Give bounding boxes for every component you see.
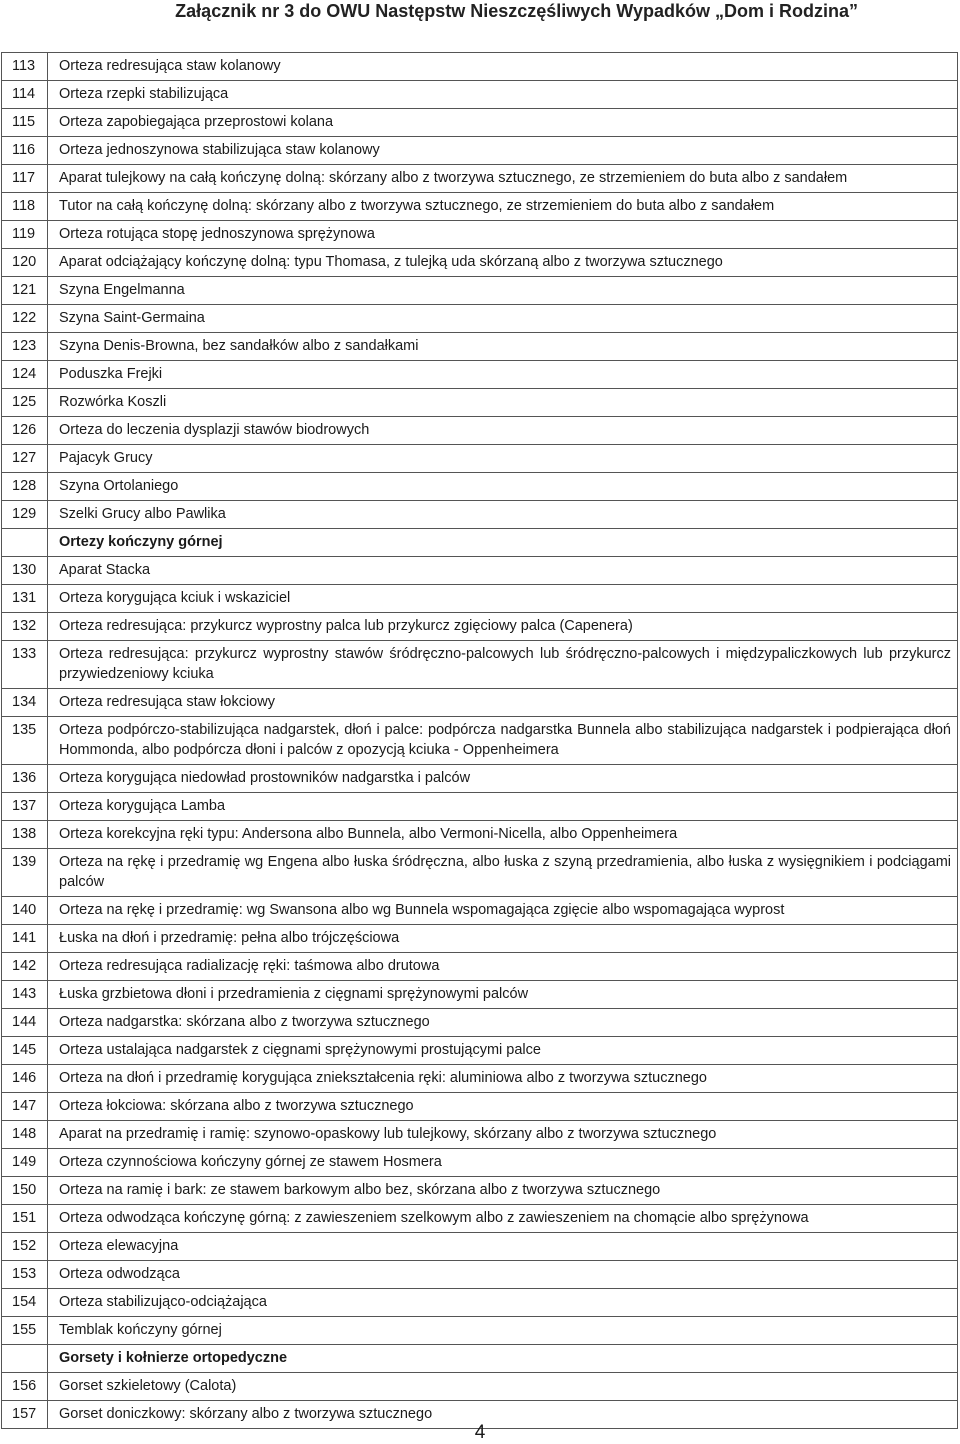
row-number: 134 — [2, 689, 48, 716]
row-description: Orteza łokciowa: skórzana albo z tworzywa sztucznego — [59, 1098, 414, 1114]
row-number: 115 — [2, 109, 48, 136]
row-number — [2, 529, 48, 556]
row-number: 143 — [2, 981, 48, 1008]
row-description: Aparat Stacka — [59, 562, 151, 578]
table-row — [2, 137, 957, 165]
table-row — [2, 501, 957, 529]
row-number: 133 — [2, 641, 48, 688]
row-description: Aparat odciążający kończynę dolną: typu Thomasa, z tulejką uda skórzaną albo z tworzywa sztucznego — [59, 254, 723, 270]
row-description: Tutor na całą kończynę dolną: skórzany albo z tworzywa sztucznego, ze strzemieniem do buta albo z sandałem — [59, 198, 775, 214]
table-row — [2, 1373, 957, 1401]
table-row — [2, 613, 957, 641]
row-description: Szelki Grucy albo Pawlika — [59, 506, 226, 522]
row-description: Orteza korygująca kciuk i wskaziciel — [59, 590, 291, 606]
table-row — [2, 277, 957, 305]
row-description: Orteza stabilizująco-odciążająca — [59, 1294, 267, 1310]
table-row — [2, 1121, 957, 1149]
row-description: Orteza ustalająca nadgarstek z cięgnami sprężynowymi prostującymi palce — [59, 1042, 541, 1058]
table-row — [2, 585, 957, 613]
table-row — [2, 849, 957, 897]
row-number: 124 — [2, 361, 48, 388]
row-description: Orteza na dłoń i przedramię korygująca zniekształcenia ręki: aluminiowa albo z tworzywa sztucznego — [59, 1070, 707, 1086]
table-row — [2, 1233, 957, 1261]
row-number: 119 — [2, 221, 48, 248]
table-row — [2, 109, 957, 137]
row-description: Orteza na ramię i bark: ze stawem barkowym albo bez, skórzana albo z tworzywa sztucznego — [59, 1182, 661, 1198]
row-number: 137 — [2, 793, 48, 820]
table-row — [2, 53, 957, 81]
table-row — [2, 445, 957, 473]
table-row — [2, 689, 957, 717]
row-description: Orteza rotująca stopę jednoszynowa sprężynowa — [59, 226, 375, 242]
row-number: 144 — [2, 1009, 48, 1036]
row-description: Pajacyk Grucy — [59, 450, 153, 466]
row-number: 156 — [2, 1373, 48, 1400]
table-row — [2, 473, 957, 501]
table-row — [2, 1177, 957, 1205]
row-description: Orteza korygująca Lamba — [59, 798, 226, 814]
orthoses-table — [1, 52, 958, 1429]
row-number: 142 — [2, 953, 48, 980]
row-description: Aparat na przedramię i ramię: szynowo-opaskowy lub tulejkowy, skórzany albo z tworzywa sztucznego — [59, 1126, 717, 1142]
row-number: 131 — [2, 585, 48, 612]
row-number: 139 — [2, 849, 48, 896]
table-row — [2, 361, 957, 389]
table-row — [2, 193, 957, 221]
table-row — [2, 925, 957, 953]
row-description: Orteza czynnościowa kończyny górnej ze stawem Hosmera — [59, 1154, 442, 1170]
row-number: 150 — [2, 1177, 48, 1204]
table-row — [2, 1261, 957, 1289]
row-description: Łuska grzbietowa dłoni i przedramienia z cięgnami sprężynowymi palców — [59, 986, 529, 1002]
row-description: Temblak kończyny górnej — [59, 1322, 222, 1338]
row-number: 129 — [2, 501, 48, 528]
table-row — [2, 717, 957, 765]
row-number: 120 — [2, 249, 48, 276]
section-title: Gorsety i kołnierze ortopedyczne — [59, 1350, 288, 1366]
row-description: Orteza rzepki stabilizująca — [59, 86, 229, 102]
row-number: 123 — [2, 333, 48, 360]
row-number: 117 — [2, 165, 48, 192]
row-description: Orteza nadgarstka: skórzana albo z tworzywa sztucznego — [59, 1014, 430, 1030]
row-number: 145 — [2, 1037, 48, 1064]
table-row — [2, 1289, 957, 1317]
row-number: 155 — [2, 1317, 48, 1344]
row-number: 135 — [2, 717, 48, 764]
table-row — [2, 249, 957, 277]
table-row — [2, 793, 957, 821]
table-row — [2, 1093, 957, 1121]
table-row — [2, 765, 957, 793]
row-description: Orteza redresująca radializację ręki: taśmowa albo drutowa — [59, 958, 440, 974]
page-number: 4 — [474, 1422, 486, 1443]
row-description: Orteza redresująca: przykurcz wyprostny palca lub przykurcz zgięciowy palca (Capenera) — [59, 618, 633, 634]
row-number: 157 — [2, 1401, 48, 1428]
row-description: Orteza redresująca: przykurcz wyprostny stawów śródręczno-palcowych lub śródręczno-palcowych i międzypaliczkowych lub przykurcz przywiedzeniowy kciuka — [59, 646, 951, 682]
row-number: 121 — [2, 277, 48, 304]
row-number: 116 — [2, 137, 48, 164]
row-description: Orteza do leczenia dysplazji stawów biodrowych — [59, 422, 370, 438]
row-description: Orteza zapobiegająca przeprostowi kolana — [59, 114, 334, 130]
row-description: Gorset doniczkowy: skórzany albo z tworzywa sztucznego — [59, 1406, 433, 1422]
row-number: 147 — [2, 1093, 48, 1120]
row-description: Orteza jednoszynowa stabilizująca staw kolanowy — [59, 142, 380, 158]
table-row — [2, 1205, 957, 1233]
table-row — [2, 1317, 957, 1345]
row-number: 146 — [2, 1065, 48, 1092]
row-description: Orteza redresująca staw łokciowy — [59, 694, 275, 710]
row-description: Łuska na dłoń i przedramię: pełna albo trójczęściowa — [59, 930, 400, 946]
row-description: Szyna Engelmanna — [59, 282, 185, 298]
row-description: Orteza odwodząca kończynę górną: z zawieszeniem szelkowym albo z zawieszeniem na chomącie albo sprężynowa — [59, 1210, 809, 1226]
table-row — [2, 641, 957, 689]
row-description: Orteza korekcyjna ręki typu: Andersona albo Bunnela, albo Vermoni-Nicella, albo Oppenheimera — [59, 826, 678, 842]
table-row — [2, 1149, 957, 1177]
row-number: 148 — [2, 1121, 48, 1148]
row-number: 149 — [2, 1149, 48, 1176]
table-row — [2, 1037, 957, 1065]
row-description: Orteza na rękę i przedramię wg Engena albo łuska śródręczna, albo łuska z szyną przedramienia, albo łuska z wysięgnikiem i podciągami palców — [59, 854, 951, 890]
table-row — [2, 305, 957, 333]
row-number: 125 — [2, 389, 48, 416]
row-description: Orteza korygująca niedowład prostowników nadgarstka i palców — [59, 770, 471, 786]
row-number: 128 — [2, 473, 48, 500]
row-number: 122 — [2, 305, 48, 332]
row-number: 138 — [2, 821, 48, 848]
table-row — [2, 981, 957, 1009]
row-description: Orteza podpórczo-stabilizująca nadgarstek, dłoń i palce: podpórcza nadgarstka Bunnela albo stabilizująca nadgarstek i podpierająca dłoń Hommonda, albo podpórcza dłoni i palców z opozycją kciuka - Oppenheimera — [59, 722, 951, 758]
row-description: Szyna Ortolaniego — [59, 478, 179, 494]
row-number: 152 — [2, 1233, 48, 1260]
section-header-row — [2, 1345, 957, 1373]
table-row — [2, 417, 957, 445]
row-number: 118 — [2, 193, 48, 220]
row-description: Orteza na rękę i przedramię: wg Swansona albo wg Bunnela wspomagająca zgięcie albo wspomagająca wyprost — [59, 902, 785, 918]
table-row — [2, 165, 957, 193]
row-description: Gorset szkieletowy (Calota) — [59, 1378, 237, 1394]
row-number: 136 — [2, 765, 48, 792]
row-number: 154 — [2, 1289, 48, 1316]
row-number: 151 — [2, 1205, 48, 1232]
row-number: 113 — [2, 53, 48, 80]
row-description: Aparat tulejkowy na całą kończynę dolną: skórzany albo z tworzywa sztucznego, ze strzemieniem do buta albo z sandałem — [59, 170, 848, 186]
table-row — [2, 389, 957, 417]
row-description: Szyna Saint-Germaina — [59, 310, 205, 326]
table-row — [2, 897, 957, 925]
table-row — [2, 81, 957, 109]
table-row — [2, 333, 957, 361]
row-description: Rozwórka Koszli — [59, 394, 167, 410]
table-row — [2, 557, 957, 585]
row-description: Szyna Denis-Browna, bez sandałków albo z sandałkami — [59, 338, 419, 354]
row-number: 126 — [2, 417, 48, 444]
row-number: 130 — [2, 557, 48, 584]
row-number — [2, 1345, 48, 1372]
row-number: 141 — [2, 925, 48, 952]
row-description: Orteza elewacyjna — [59, 1238, 179, 1254]
row-number: 140 — [2, 897, 48, 924]
row-description: Orteza redresująca staw kolanowy — [59, 58, 281, 74]
section-title: Ortezy kończyny górnej — [59, 534, 223, 550]
table-row — [2, 1009, 957, 1037]
section-header-row — [2, 529, 957, 557]
table-row — [2, 1065, 957, 1093]
table-row — [2, 221, 957, 249]
row-description: Poduszka Frejki — [59, 366, 163, 382]
row-number: 132 — [2, 613, 48, 640]
document-header: Załącznik nr 3 do OWU Następstw Nieszczęśliwych Wypadków „Dom i Rodzina” — [175, 1, 858, 21]
table-row — [2, 821, 957, 849]
row-number: 153 — [2, 1261, 48, 1288]
table-row — [2, 953, 957, 981]
row-number: 114 — [2, 81, 48, 108]
row-description: Orteza odwodząca — [59, 1266, 180, 1282]
row-number: 127 — [2, 445, 48, 472]
